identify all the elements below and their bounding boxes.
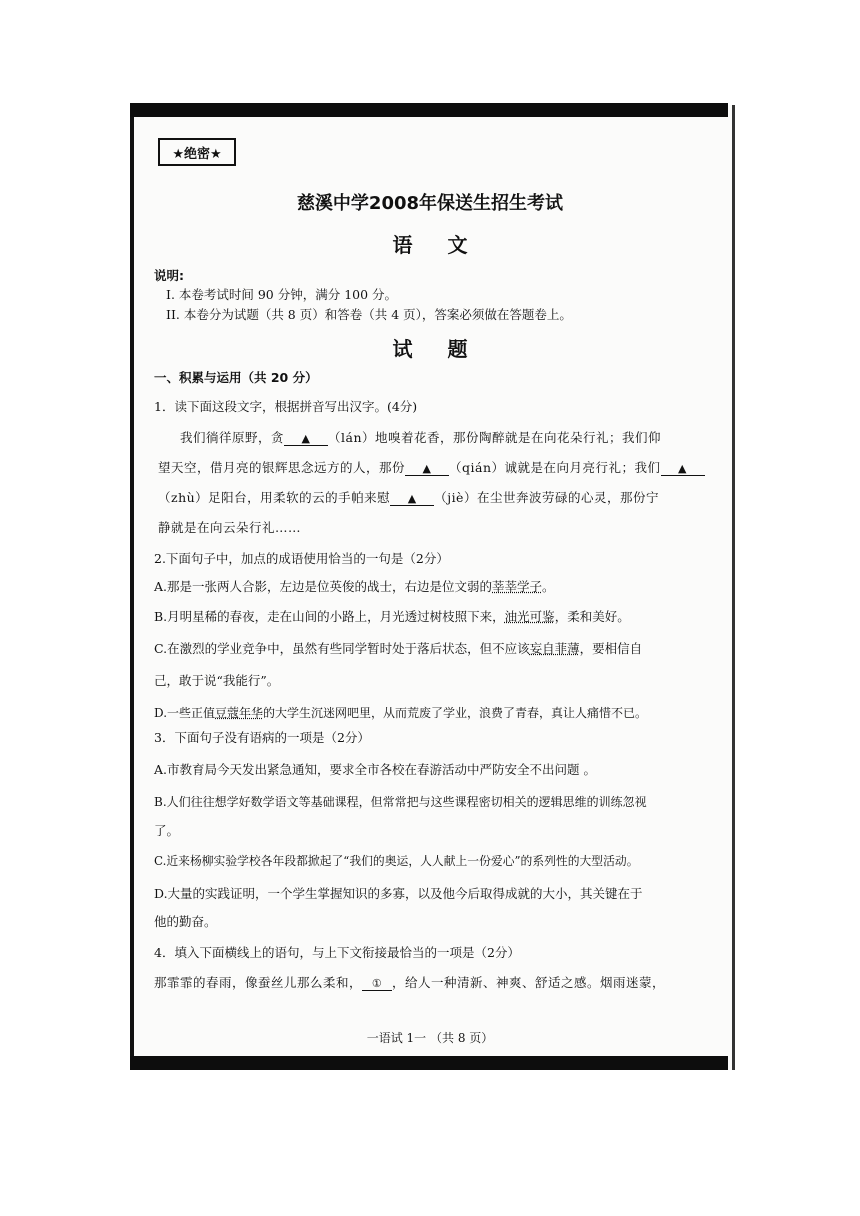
question-2-stem: 2.下面句子中，加点的成语使用恰当的一句是（2分） [154, 551, 449, 566]
question-2-option-c: C.在激烈的学业竞争中，虽然有些同学暂时处于落后状态，但不应该妄自菲薄，要相信自 [154, 641, 643, 656]
question-2-option-b: B.月明星稀的春夜，走在山间的小路上，月光透过树枝照下来，油光可鉴，柔和美好。 [154, 609, 630, 624]
question-4-stem: 4．填入下面横线上的语句，与上下文衔接最恰当的一项是（2分） [154, 945, 520, 960]
answer-blank: ▲ [661, 462, 705, 476]
question-3-option-b-continued: 了。 [154, 823, 180, 838]
question-3-option-c: C.近来杨柳实验学校各年段都掀起了“我们的奥运，人人献上一份爱心”的系列性的大型活动。 [154, 854, 639, 868]
question-3-stem: 3．下面句子没有语病的一项是（2分） [154, 730, 370, 745]
dotted-idiom: 油光可鉴 [504, 609, 555, 624]
question-3-option-a: A.市教育局今天发出紧急通知，要求全市各校在春游活动中严防安全不出问题 。 [154, 762, 596, 777]
exam-title: 慈溪中学2008年保送生招生考试 [296, 193, 564, 214]
scan-border-bottom [130, 1056, 728, 1070]
question-1-line: （zhù）足阳台，用柔软的云的手帕来慰 ▲ （jiè）在尘世奔波劳碌的心灵，那份宁 [158, 490, 659, 505]
question-1-line: 我们徜徉原野，贪 ▲ （lán）地嗅着花香，那份陶醉就是在向花朵行礼；我们仰 [180, 430, 662, 445]
page-footer: 一语试 1一 （共 8 页） [366, 1031, 494, 1045]
note-item: I. 本卷考试时间 90 分钟，满分 100 分。 [166, 287, 398, 302]
section-title: 试 题 [392, 337, 482, 361]
answer-blank: ① [362, 977, 392, 991]
subject-title: 语 文 [392, 233, 482, 257]
question-1-line: 望天空，借月亮的银辉思念远方的人，那份 ▲ （qián）诚就是在向月亮行礼；我们 ▲ [158, 458, 705, 476]
answer-blank: ▲ [405, 462, 449, 476]
dotted-idiom: 妄自菲薄 [529, 641, 580, 656]
question-1-stem: 1．读下面这段文字，根据拼音写出汉字。(4分) [154, 399, 418, 414]
question-2-option-d: D.一些正值豆蔻年华的大学生沉迷网吧里，从而荒废了学业，浪费了青春，真让人痛惜不已。 [154, 706, 648, 720]
dotted-idiom: 豆蔻年华 [215, 706, 264, 720]
question-3-option-d-continued: 他的勤奋。 [154, 914, 217, 929]
scan-border-top [130, 103, 728, 117]
question-2-option-c-continued: 己，敢于说“我能行”。 [154, 673, 280, 688]
part-heading: 一、积累与运用（共 20 分） [154, 370, 318, 385]
answer-blank: ▲ [390, 492, 434, 506]
question-3-option-d: D.大量的实践证明，一个学生掌握知识的多寡，以及他今后取得成就的大小，其关键在于 [154, 886, 643, 901]
confidential-label: ★绝密★ [158, 138, 236, 166]
question-2-option-a: A.那是一张两人合影，左边是位英俊的战士，右边是位文弱的莘莘学子。 [154, 579, 555, 594]
answer-blank: ▲ [284, 432, 328, 446]
question-4-text: 那霏霏的春雨，像蚕丝儿那么柔和， ① ，给人一种清新、神爽、舒适之感。烟雨迷蒙， [154, 975, 666, 990]
dotted-idiom: 莘莘学子 [492, 579, 543, 594]
question-3-option-b: B.人们往往想学好数学语文等基础课程，但常常把与这些课程密切相关的逻辑思维的训练忽视 [154, 795, 647, 809]
question-1-line: 静就是在向云朵行礼…… [158, 520, 302, 535]
note-item: II. 本卷分为试题（共 8 页）和答卷（共 4 页），答案必须做在答题卷上。 [166, 307, 572, 322]
notes-heading: 说明: [154, 268, 184, 283]
